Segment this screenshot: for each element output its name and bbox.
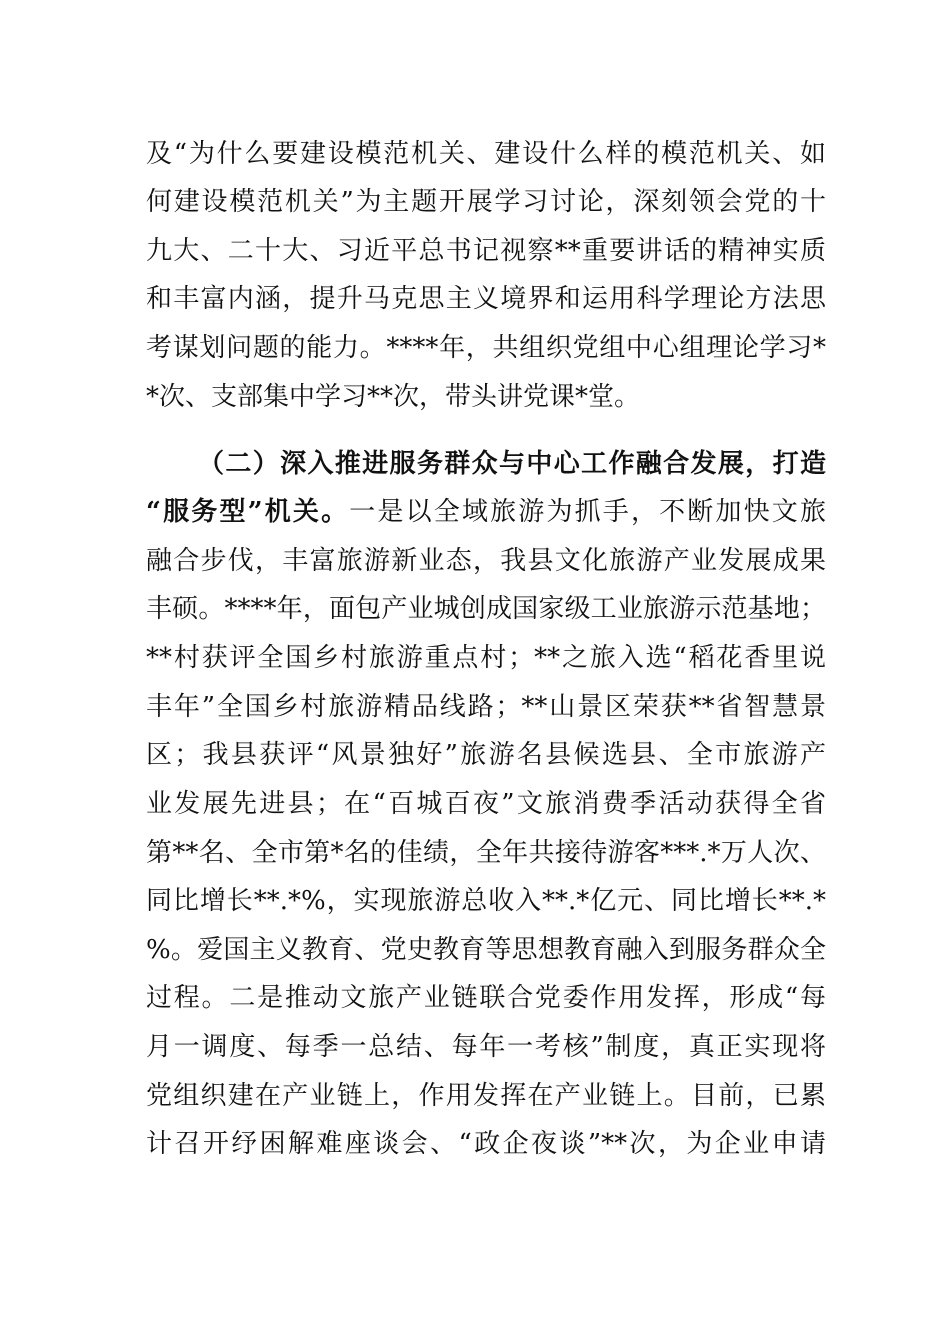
- text-line: *次、支部集中学习**次，带头讲党课*堂。: [146, 382, 641, 412]
- text-line: 第**名、全市第*名的佳绩，全年共接待游客***.*万人次、: [146, 838, 826, 868]
- text-line: 和丰富内涵，提升马克思主义境界和运用科学理论方法思: [146, 284, 826, 314]
- text-line: 同比增长**.*%，实现旅游总收入**.*亿元、同比增长**.*: [146, 886, 826, 916]
- text-line: 过程。二是推动文旅产业链联合党委作用发挥，形成“每: [146, 983, 826, 1013]
- text-line: 何建设模范机关”为主题开展学习讨论，深刻领会党的十: [146, 187, 826, 217]
- text-line: 丰硕。****年，面包产业城创成国家级工业旅游示范基地；: [146, 594, 826, 624]
- text-line: **村获评全国乡村旅游重点村；**之旅入选“稻花香里说: [146, 643, 826, 673]
- text-line: 党组织建在产业链上，作用发挥在产业链上。目前，已累: [146, 1081, 826, 1111]
- section-body-start: 一是以全域旅游为抓手，不断加快文旅: [349, 497, 826, 527]
- text-line: 九大、二十大、习近平总书记视察**重要讲话的精神实质: [146, 236, 826, 266]
- text-line: 融合步伐，丰富旅游新业态，我县文化旅游产业发展成果: [146, 546, 826, 576]
- text-line: %。爱国主义教育、党史教育等思想教育融入到服务群众全: [146, 935, 826, 965]
- text-line: 及“为什么要建设模范机关、建设什么样的模范机关、如: [146, 139, 826, 169]
- text-line: 考谋划问题的能力。****年，共组织党组中心组理论学习*: [146, 333, 826, 363]
- section-heading: （二）深入推进服务群众与中心工作融合发展，打造: [198, 449, 826, 479]
- text-line: 丰年”全国乡村旅游精品线路；**山景区荣获**省智慧景: [146, 692, 826, 722]
- text-line: 月一调度、每季一总结、每年一考核”制度，真正实现将: [146, 1032, 826, 1062]
- section-heading-continuation: “服务型”机关。: [146, 497, 350, 527]
- text-line: 业发展先进县；在“百城百夜”文旅消费季活动获得全省: [146, 789, 826, 819]
- text-line: [146, 486, 826, 538]
- text-line: 计召开纾困解难座谈会、“政企夜谈”**次，为企业申请: [146, 1129, 826, 1159]
- text-line: 区；我县获评“风景独好”旅游名县候选县、全市旅游产: [146, 740, 826, 770]
